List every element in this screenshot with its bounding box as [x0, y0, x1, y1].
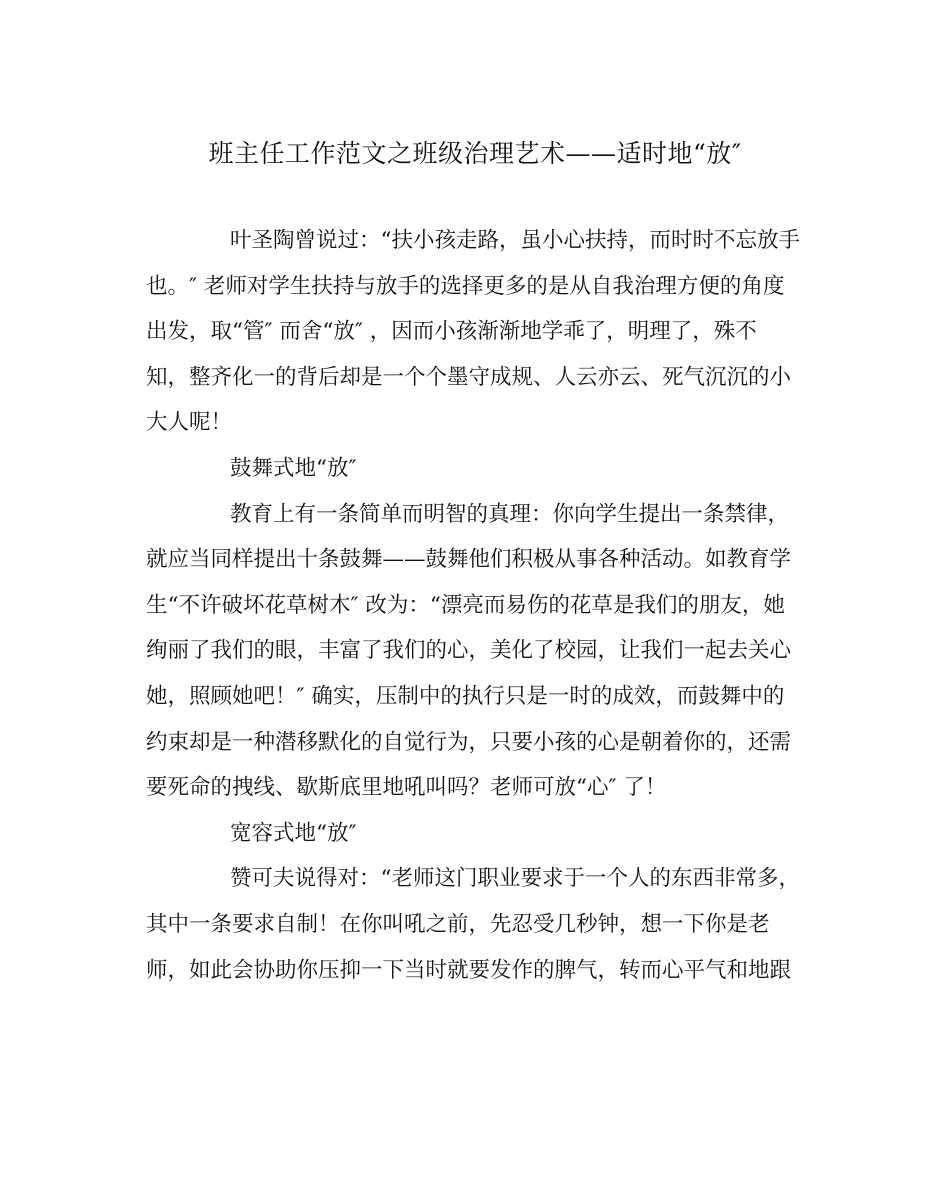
text-line: 出发，取“管″ 而舍“放″ ，因而小孩渐渐地学乖了，明理了，殊不 [146, 319, 757, 345]
text-line: 叶圣陶曾说过：“扶小孩走路，虽小心扶持，而时时不忘放手 [230, 228, 800, 253]
text-line: 其中一条要求自制！在你叫吼之前，先忍受几秒钟，想一下你是老 [146, 911, 770, 937]
text-line: 赞可夫说得对：“老师这门职业要求于一个人的东西非常多， [230, 866, 800, 892]
text-line: 师，如此会协助你压抑一下当时就要发作的脾气，转而心平气和地跟 [146, 957, 792, 983]
document-body [146, 218, 818, 993]
text-line: 绚丽了我们的眼，丰富了我们的心，美化了校园，让我们一起去关心 [146, 638, 792, 664]
text-line: 知，整齐化一的背后却是一个个墨守成规、人云亦云、死气沉沉的小 [146, 364, 792, 390]
text-line: 教育上有一条简单而明智的真理：你向学生提出一条禁律， [230, 501, 790, 527]
text-line: 生“不许破坏花草树木″ 改为：“漂亮而易伤的花草是我们的朋友，她 [146, 592, 785, 618]
document-title: 班主任工作范文之班级治理艺术——适时地“放″ [208, 139, 742, 168]
text-line: 约束却是一种潜移默化的自觉行为，只要小孩的心是朝着你的，还需 [146, 729, 792, 755]
section-heading: 鼓舞式地“放″ [230, 455, 357, 481]
text-line: 要死命的拽线、歇斯底里地吼叫吗？老师可放“心″ 了！ [146, 775, 667, 801]
section-heading: 宽容式地“放″ [230, 820, 357, 846]
text-line: 她，照顾她吧！″ 确实，压制中的执行只是一时的成效，而鼓舞中的 [146, 683, 785, 709]
text-line: 大人呢！ [146, 410, 233, 436]
text-line: 就应当同样提出十条鼓舞——鼓舞他们积极从事各种活动。如教育学 [146, 547, 792, 573]
text-line: 也。″ 老师对学生扶持与放手的选择更多的是从自我治理方便的角度 [146, 273, 785, 299]
